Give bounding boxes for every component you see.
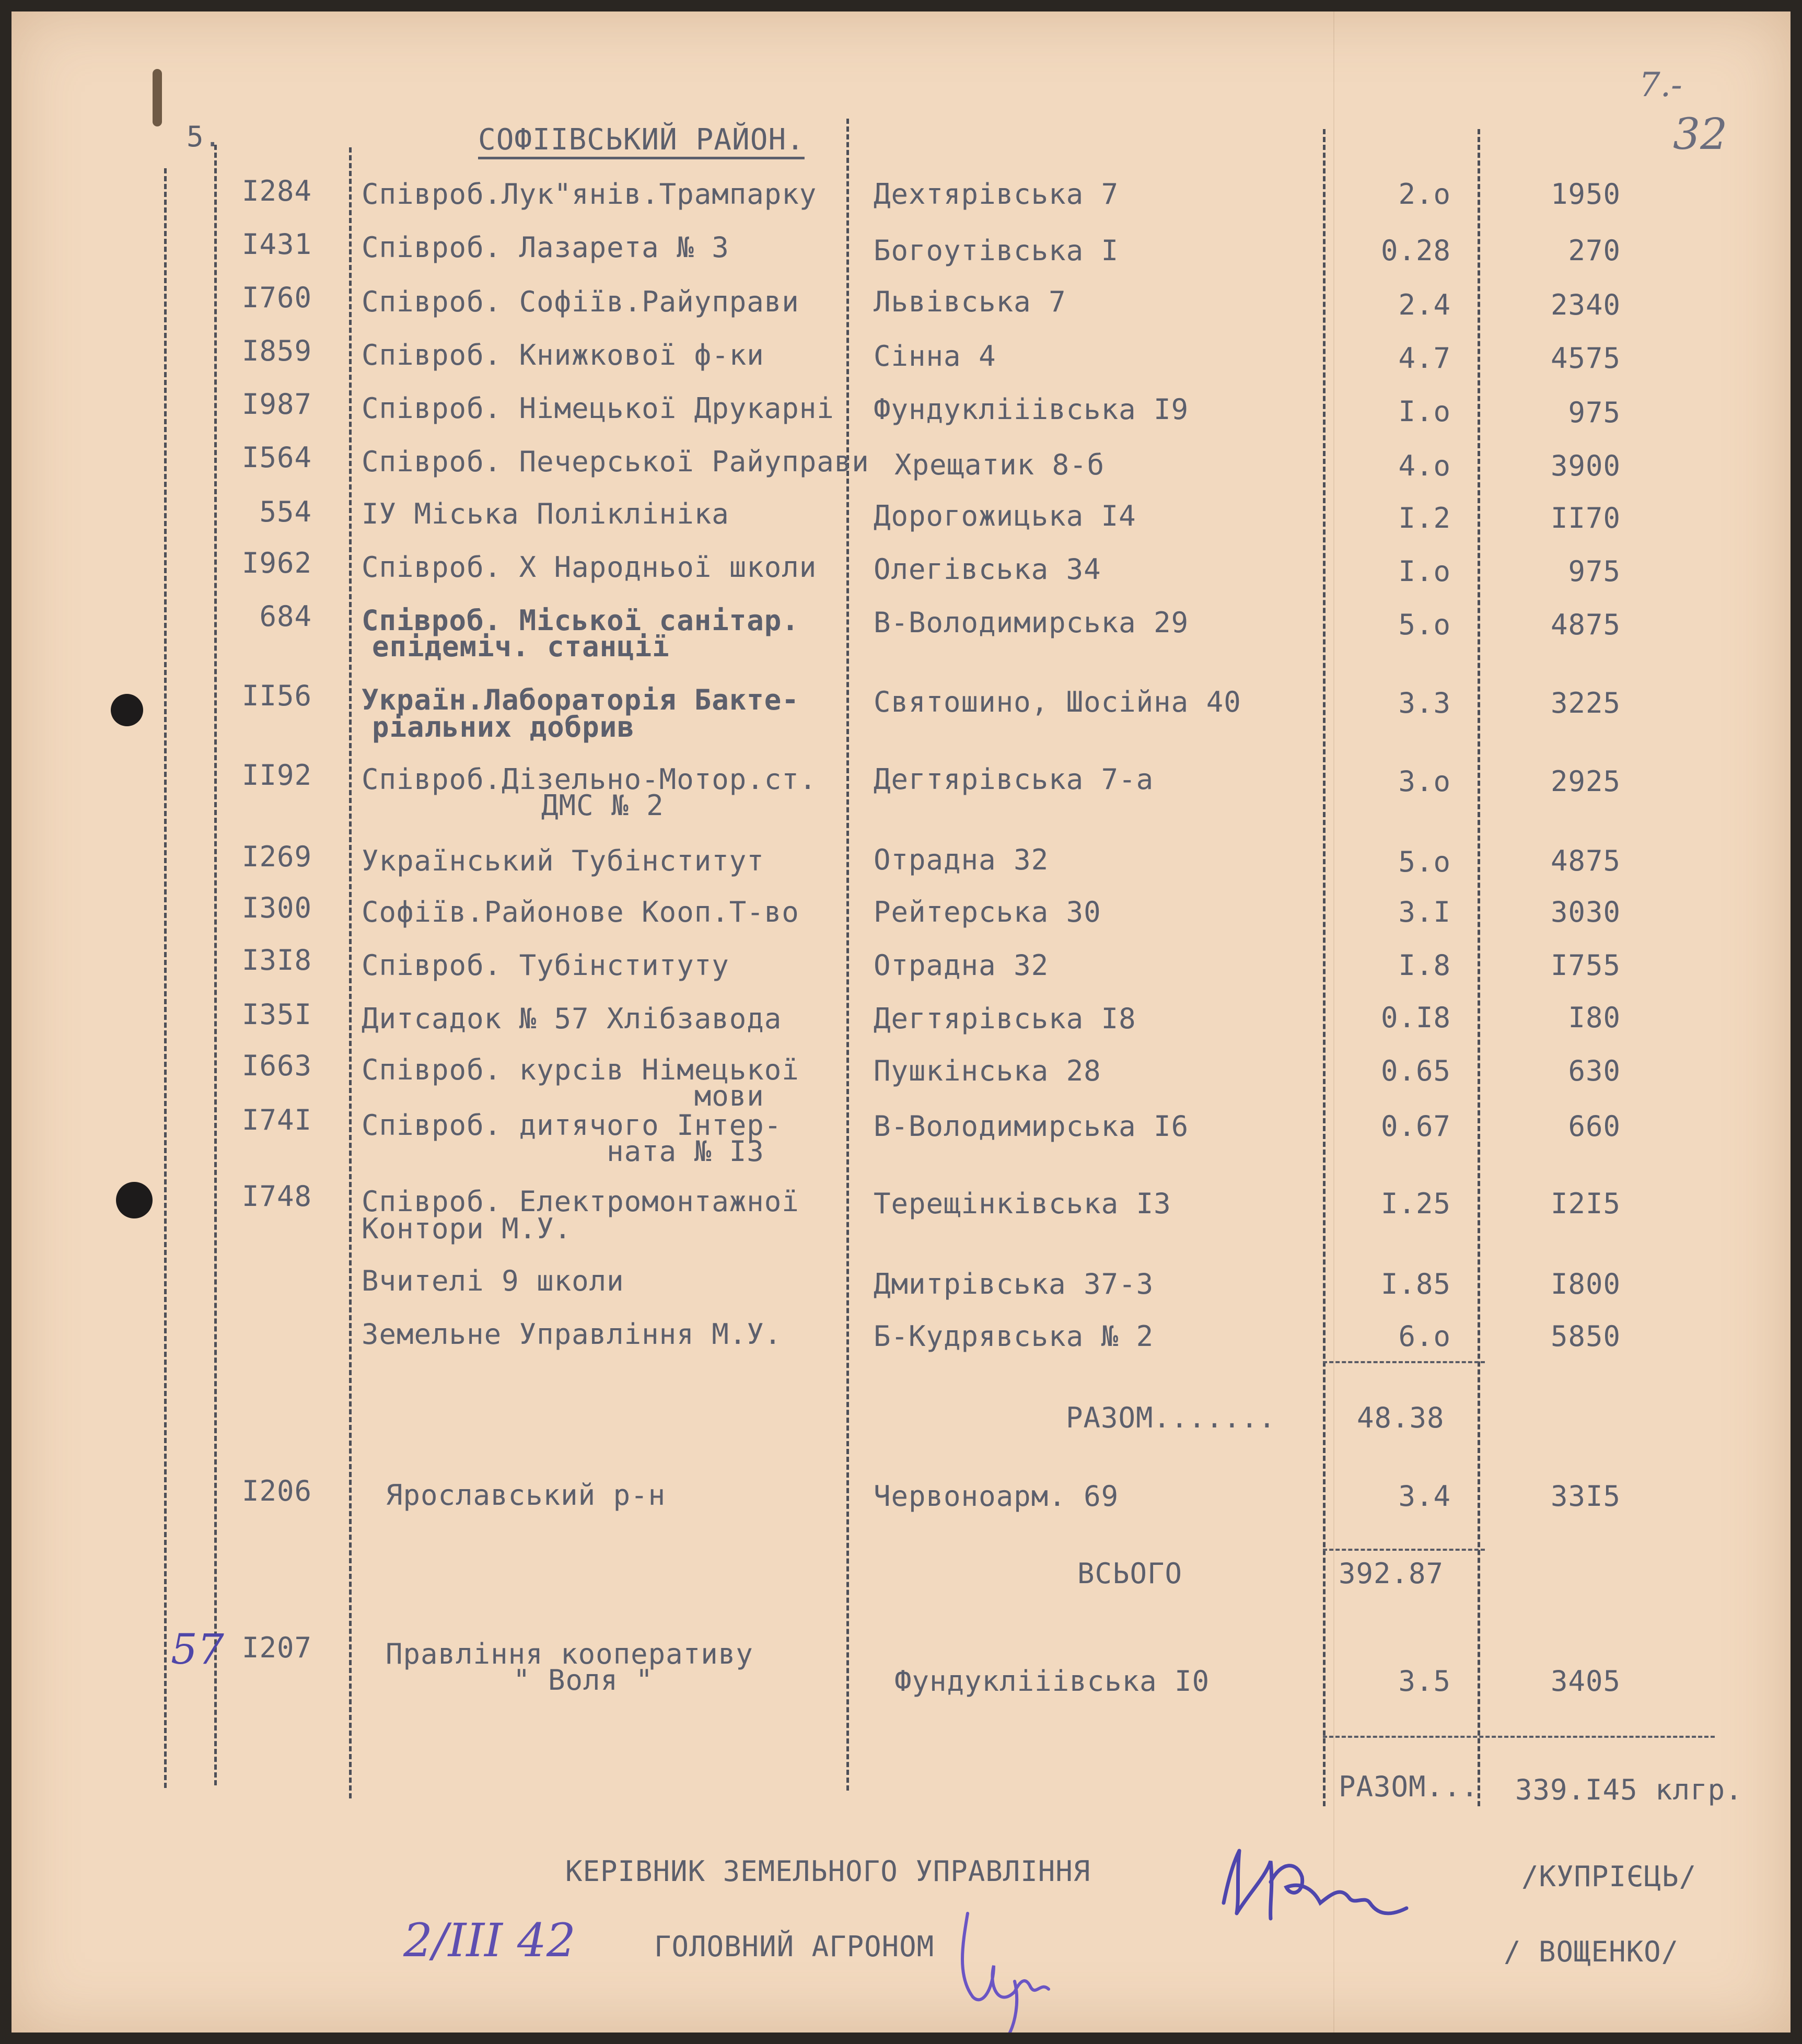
- subtotal-label: РАЗОМ.......: [1066, 1401, 1276, 1434]
- row-institution: Співроб. Х Народньої школи: [362, 551, 817, 584]
- row-number: I987: [241, 388, 312, 421]
- row-address: Хрещатик 8-б: [894, 448, 1105, 481]
- total-weight: 392.87: [1339, 1557, 1444, 1590]
- row-address: Рейтерська 30: [874, 896, 1101, 928]
- row-weight: 6.о: [1398, 1320, 1451, 1353]
- row-weight: 2.о: [1398, 178, 1451, 211]
- row-institution: Співроб.Лук"янів.Трампарку: [362, 178, 817, 211]
- row-number: I748: [241, 1180, 312, 1213]
- row-amount: 630: [1568, 1054, 1621, 1087]
- agronomist-signature: [936, 1903, 1072, 2033]
- row-number: I760: [241, 281, 312, 314]
- row-address: В-Володимирська I6: [874, 1110, 1189, 1143]
- row-amount: 5850: [1550, 1320, 1621, 1353]
- row-number: I564: [241, 441, 312, 474]
- row-amount: 33I5: [1550, 1480, 1621, 1513]
- row-institution-line2: Контори М.У.: [362, 1212, 572, 1245]
- row-institution: Співроб. курсів Німецької: [362, 1053, 799, 1086]
- row-amount: I2I5: [1550, 1187, 1621, 1220]
- row-number: I431: [241, 228, 312, 261]
- row-number: I300: [241, 891, 312, 924]
- punch-hole: [111, 694, 143, 726]
- row-address: Отрадна 32: [874, 843, 1049, 876]
- row-institution-line2: ната № I3: [362, 1135, 764, 1168]
- subtotal-rule: [1323, 1361, 1485, 1363]
- grand-total-label: РАЗОМ...: [1339, 1770, 1479, 1803]
- row-number: I3I8: [241, 944, 312, 977]
- row-weight: 5.о: [1398, 608, 1451, 641]
- head-signature: [1208, 1830, 1438, 1945]
- corner-mark: 7.-: [1639, 66, 1682, 104]
- grand-total-rule: [1323, 1736, 1715, 1738]
- row-institution: Співроб. Книжкової ф-ки: [362, 339, 764, 371]
- row-institution: Вчителі 9 школи: [362, 1264, 624, 1297]
- head-title: КЕРІВНИК ЗЕМЕЛЬНОГО УПРАВЛІННЯ: [565, 1855, 1091, 1888]
- row-number: 554: [259, 495, 312, 528]
- row-number: I35I: [241, 998, 312, 1031]
- document-sheet: [11, 11, 1791, 2033]
- column-rule-address: [846, 119, 849, 1791]
- row-institution: Україн.Лабораторія Бакте-: [362, 683, 799, 716]
- row-weight: 5.о: [1398, 845, 1451, 878]
- row-weight: 0.28: [1380, 234, 1451, 267]
- row-weight: 2.4: [1398, 288, 1451, 321]
- row-address: В-Володимирська 29: [874, 606, 1189, 639]
- row-weight: 0.65: [1380, 1054, 1451, 1087]
- row-address: Терещінківська I3: [874, 1187, 1171, 1220]
- margin-mark: 57: [171, 1625, 224, 1674]
- row-address: Сінна 4: [874, 340, 996, 373]
- agronomist-name: / ВОЩЕНКО/: [1504, 1935, 1679, 1968]
- grand-total-amount: 339.I45 клгр.: [1515, 1773, 1743, 1806]
- column-rule-number: [214, 145, 217, 1785]
- row-address: Отрадна 32: [874, 949, 1049, 982]
- row-address: Фундуклііівська I0: [894, 1665, 1210, 1698]
- row-amount: 975: [1568, 396, 1621, 429]
- row-address: Б-Кудрявська № 2: [874, 1320, 1154, 1353]
- row-number: I859: [241, 334, 312, 367]
- row-address: Дорогожицька I4: [874, 500, 1136, 532]
- row-amount: 3225: [1550, 687, 1621, 719]
- row-amount: 3900: [1550, 449, 1621, 482]
- total-rule: [1323, 1549, 1485, 1551]
- row-amount: 3405: [1550, 1665, 1621, 1698]
- row-weight: I.25: [1380, 1187, 1451, 1220]
- row-address: Червоноарм. 69: [874, 1480, 1119, 1513]
- row-weight: 3.I: [1398, 896, 1451, 928]
- row-institution: Правління кооперативу: [386, 1637, 753, 1670]
- row-number: 684: [259, 600, 312, 633]
- row-number: I663: [241, 1049, 312, 1082]
- row-institution-line2: ріальних добрив: [372, 711, 635, 744]
- row-address: Дегтярівська I8: [874, 1002, 1136, 1035]
- row-amount: 3030: [1550, 896, 1621, 928]
- row-number: I206: [241, 1474, 312, 1507]
- row-institution: Співроб. Софіїв.Райуправи: [362, 285, 799, 318]
- head-name: /КУПРІЄЦЬ/: [1521, 1860, 1697, 1893]
- row-number: I962: [241, 547, 312, 579]
- row-amount: I80: [1568, 1001, 1621, 1034]
- row-weight: 3.о: [1398, 765, 1451, 798]
- row-number: II56: [241, 679, 312, 712]
- column-rule-amount: [1478, 129, 1480, 1806]
- row-institution: Співроб. Електромонтажної: [362, 1185, 799, 1218]
- row-amount: 4875: [1550, 608, 1621, 641]
- row-number: II92: [241, 759, 312, 792]
- subtotal-weight: 48.38: [1357, 1401, 1445, 1434]
- row-institution: Ярославський р-н: [386, 1479, 666, 1512]
- row-address: Дехтярівська 7: [874, 178, 1119, 211]
- district-title: СОФІІВСЬКИЙ РАЙОН.: [478, 123, 805, 157]
- row-number: I207: [241, 1631, 312, 1664]
- handwritten-date: 2/ІІІ 42: [403, 1913, 576, 1967]
- row-weight: 0.67: [1380, 1110, 1451, 1143]
- row-institution: Співроб. Печерської Райуправи: [362, 445, 869, 478]
- row-institution: ІУ Міська Поліклініка: [362, 497, 729, 530]
- row-address: Богоутівська I: [874, 234, 1119, 267]
- row-address: Святошино, Шосійна 40: [874, 686, 1241, 718]
- punch-hole: [116, 1182, 153, 1218]
- page-number: 5.: [187, 120, 222, 153]
- row-institution: Співроб. Лазарета № 3: [362, 231, 729, 264]
- row-institution: Співроб. Міської санітар.: [362, 604, 799, 637]
- row-institution-line2: мови: [362, 1079, 764, 1112]
- row-amount: 4575: [1550, 342, 1621, 375]
- row-weight: I.2: [1398, 502, 1451, 535]
- row-number: I284: [241, 175, 312, 207]
- row-institution-line2: ДМС № 2: [471, 789, 664, 822]
- row-amount: 975: [1568, 555, 1621, 588]
- row-amount: 4875: [1550, 844, 1621, 877]
- row-institution: Співроб. Німецької Друкарні: [362, 392, 834, 425]
- row-address: Львівська 7: [874, 285, 1066, 318]
- margin-mark-stroke: [153, 69, 162, 126]
- row-amount: 270: [1568, 234, 1621, 267]
- row-address: Дмитрівська 37-3: [874, 1268, 1154, 1300]
- row-weight: I.о: [1398, 555, 1451, 588]
- row-weight: I.о: [1398, 395, 1451, 428]
- row-address: Дегтярівська 7-а: [874, 763, 1154, 796]
- row-weight: I.85: [1380, 1268, 1451, 1300]
- row-institution: Земельне Управління М.У.: [362, 1318, 782, 1351]
- row-weight: 4.7: [1398, 342, 1451, 375]
- row-institution: Український Тубінститут: [362, 844, 764, 877]
- row-number: I74I: [241, 1104, 312, 1136]
- column-rule-weight: [1323, 129, 1326, 1806]
- row-amount: 660: [1568, 1110, 1621, 1143]
- row-weight: 3.3: [1398, 687, 1451, 719]
- row-weight: 3.5: [1398, 1665, 1451, 1698]
- row-address: Пушкінська 28: [874, 1054, 1101, 1087]
- row-amount: I800: [1550, 1268, 1621, 1300]
- row-institution-line2: " Воля ": [513, 1664, 654, 1697]
- folio-number: 32: [1673, 110, 1728, 159]
- total-label: ВСЬОГО: [1077, 1557, 1183, 1590]
- row-number: I269: [241, 840, 312, 873]
- row-weight: 3.4: [1398, 1480, 1451, 1513]
- row-weight: 0.I8: [1380, 1001, 1451, 1034]
- column-rule-left: [164, 168, 167, 1788]
- row-institution: Співроб.Дізельно-Мотор.ст.: [362, 763, 817, 796]
- column-rule-name: [349, 147, 352, 1798]
- row-amount: 2340: [1550, 288, 1621, 321]
- row-amount: II70: [1550, 502, 1621, 535]
- row-institution: Співроб. Тубінституту: [362, 949, 729, 982]
- row-amount: 2925: [1550, 765, 1621, 798]
- agronomist-title: ГОЛОВНИЙ АГРОНОМ: [654, 1930, 935, 1963]
- row-institution: Дитсадок № 57 Хлібзавода: [362, 1002, 782, 1035]
- row-institution: Співроб. дитячого Інтер-: [362, 1109, 782, 1142]
- row-address: Олегівська 34: [874, 553, 1101, 586]
- row-amount: 1950: [1550, 178, 1621, 211]
- row-institution: Софіїв.Районове Кооп.Т-во: [362, 896, 799, 928]
- row-weight: 4.о: [1398, 449, 1451, 482]
- row-weight: I.8: [1398, 949, 1451, 982]
- row-amount: I755: [1550, 949, 1621, 982]
- row-address: Фундуклііівська I9: [874, 393, 1189, 426]
- row-institution-line2: епідеміч. станції: [372, 630, 670, 663]
